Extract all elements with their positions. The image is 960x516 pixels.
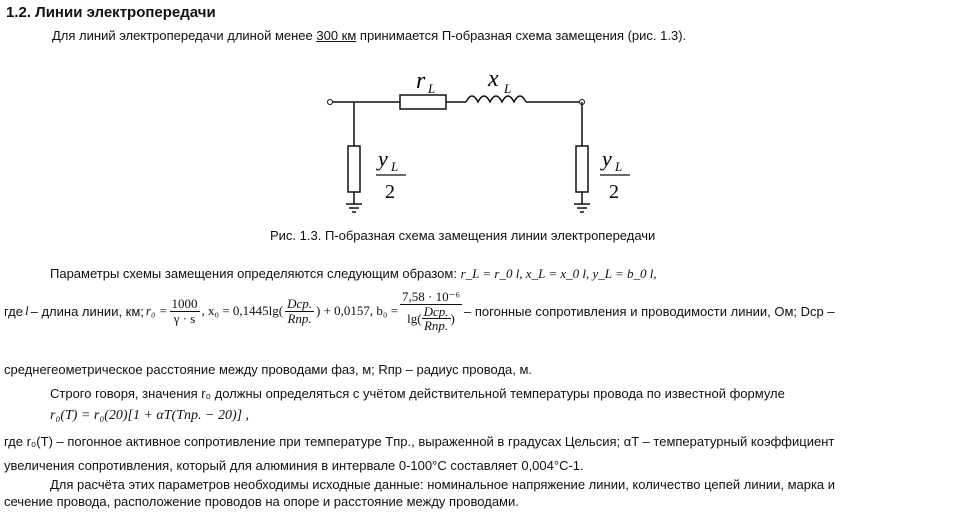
section-heading: 1.2. Линии электропередачи (6, 4, 216, 21)
intro-before: Для линий электропередачи длиной менее (52, 28, 317, 43)
increase-line: увеличения сопротивления, который для алюминия в интервале 0-100°С составляет 0,004°С-1. (4, 458, 584, 473)
intro-after: принимается П-образная схема замещения (рис. 1.3). (356, 28, 687, 43)
r0-fraction: $\frac{1000}{\gamma \cdot s}$ (171, 296, 198, 326)
resistor-rl (400, 95, 446, 109)
intro-paragraph (52, 28, 686, 43)
calc-line-1: Для расчёта этих параметров необходимы исходные данные: номинальное напряжение линии, количество цепей линии, марка и (50, 477, 836, 492)
intro-distance-link[interactable]: 300 км (316, 28, 357, 43)
params-formula: r_L = r_0 l, x_L = x_0 l, y_L = b_0 l, (460, 266, 657, 281)
geometric-line: среднегеометрическое расстояние между проводами фаз, м; Rпр – радиус провода, м. (4, 362, 533, 377)
params-line: Параметры схемы замещения определяются следующим образом: r_L = r_0 l, x_L = x_0 l, y_L = b_0 l, (50, 266, 657, 281)
conductance-left (348, 146, 360, 192)
svg-text:2: 2 (609, 181, 619, 203)
yl-left-label: y (378, 146, 388, 171)
strictly-line: Строго говоря, значения r₀ должны определяться с учётом действительной температуры провода по известной формуле (50, 386, 785, 401)
temperature-formula: r₀(T) = r₀(20)[1 + αT(Tпр. − 20)] , (50, 408, 250, 423)
b0-fraction: 7,58 · 10⁻⁶ lg( $\frac{\text{Dср.}}{\text{Rпр.}}$ ) (402, 289, 461, 334)
x0-fraction: $\frac{\text{Dср.}}{\text{Rпр.}}$ (287, 296, 313, 326)
figure-caption: Рис. 1.3. П-образная схема замещения линии электропередачи (270, 228, 656, 243)
xl-label: x (488, 66, 499, 92)
rl-sub: L (428, 81, 436, 96)
rl-label: r (416, 68, 426, 94)
xl-sub: L (504, 81, 512, 96)
where2-line: где r₀(T) – погонное активное сопротивление при температуре Tпр., выраженной в градусах Цельсия; αT – температурный коэффициент (4, 434, 835, 449)
calc-line-2: сечение провода, расположение проводов на опоре и расстояние между проводами. (4, 494, 519, 509)
pi-equivalent-circuit-diagram (320, 58, 650, 218)
conductance-right (576, 146, 588, 192)
svg-text:L: L (615, 159, 623, 174)
where-line: где l – длина линии, км; r₀ = $\frac{1000}{\gamma \cdot s}$ , x₀ = 0,1445lg( $\frac{\text{Dср.}}{\text{Rпр.}}$ ) + 0,0157, b₀ = 7,58 · 10⁻⁶ lg( $\frac{\text{Dср.}}{\text{Rпр.}}$ ) – погонные сопротивления и проводимости линии, Ом; Dср – (4, 289, 835, 334)
svg-text:L: L (391, 159, 399, 174)
inductor-xl (466, 96, 526, 102)
terminal-left (328, 100, 333, 105)
yl-right-label: y (602, 146, 612, 171)
svg-text:2: 2 (385, 181, 395, 203)
